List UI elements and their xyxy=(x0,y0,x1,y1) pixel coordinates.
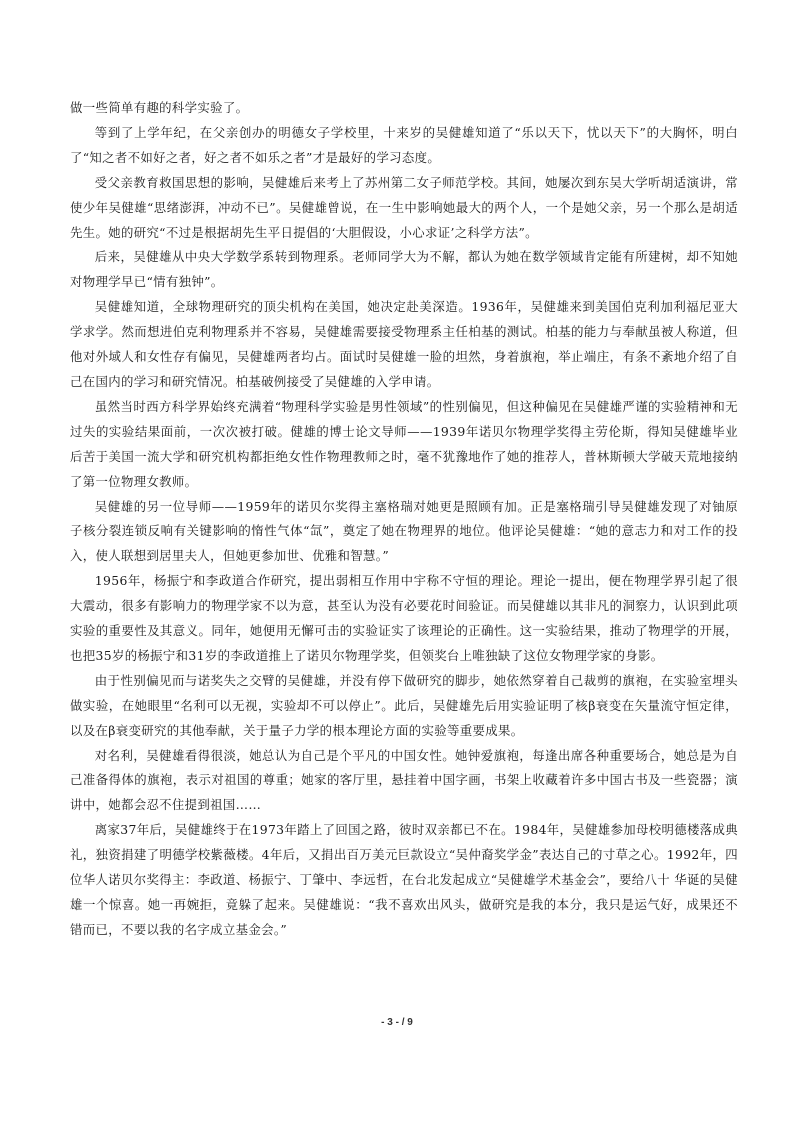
paragraph: 受父亲教育救国思想的影响，吴健雄后来考上了苏州第二女子师范学校。其间，她屡次到东吴大学听胡适演讲，常使少年吴健雄“思绪澎湃，冲动不已”。吴健雄曾说，在一生中影响她最大的两个人，一个是她父亲，另一个那么是胡适先生。她的研究“不过是根据胡先生平日提倡的‘大胆假设，小心求证’之科学方法”。 xyxy=(70,174,738,240)
page-number: - 3 - / 9 xyxy=(381,1017,413,1028)
article-body xyxy=(70,96,738,943)
paragraph-continuation: 做一些简单有趣的科学实验了。 xyxy=(70,100,249,115)
paragraph: 等到了上学年纪，在父亲创办的明德女子学校里，十来岁的吴健雄知道了“乐以天下，忧以天下”的大胸怀，明白了“知之者不如好之者，好之者不如乐之者”才是最好的学习态度。 xyxy=(70,124,738,165)
paragraph: 吴健雄的另一位导师——1959年的诺贝尔奖得主塞格瑞对她更是照顾有加。正是塞格瑞引导吴健雄发现了对铀原子核分裂连锁反响有关键影响的惰性气体“氙”，奠定了她在物理界的地位。他评论吴健雄：“她的意志力和对工作的投入，使人联想到居里夫人，但她更参加世、优雅和智慧。” xyxy=(70,498,738,564)
paragraph: 1956年，杨振宁和李政道合作研究，提出弱相互作用中宇称不守恒的理论。理论一提出，便在物理学界引起了很大震动，很多有影响力的物理学家不以为意，甚至认为没有必要花时间验证。而吴健雄以其非凡的洞察力，认识到此项实验的重要性及其意义。同年，她便用无懈可击的实验证实了该理论的正确性。这一实验结果，推动了物理学的开展，也把35岁的杨振宁和31岁的李政道推上了诺贝尔物理学奖，但领奖台上唯独缺了这位女物理学家的身影。 xyxy=(70,573,738,663)
paragraph: 离家37年后，吴健雄终于在1973年踏上了回国之路，彼时双亲都已不在。1984年，吴健雄参加母校明德楼落成典礼，独资捐建了明德学校紫薇楼。4年后，又捐出百万美元巨款设立“吴仲裔奖学金”表达自己的寸草之心。1992年，四位华人诺贝尔奖得主：李政道、杨振宁、丁肇中、李远哲，在台北发起成立“吴健雄学术基金会”，要给八十 华诞的吴健雄一个惊喜。她一再婉拒，竟躲了起来。吴健雄说：“我不喜欢出风头，做研究是我的本分，我只是运气好，成果还不错而已，不要以我的名字成立基金会。” xyxy=(70,822,738,937)
paragraph: 由于性别偏见而与诺奖失之交臂的吴健雄，并没有停下做研究的脚步，她依然穿着自己裁剪的旗袍，在实验室埋头做实验，在她眼里“名利可以无视，实验却不可以停止”。此后，吴健雄先后用实验证明了核β衰变在矢量流守恒定律，以及在β衰变研究的其他奉献，关于量子力学的根本理论方面的实验等重要成果。 xyxy=(70,672,738,738)
paragraph: 吴健雄知道，全球物理研究的顶尖机构在美国，她决定赴美深造。1936年，吴健雄来到美国伯克利加利福尼亚大学求学。然而想进伯克利物理系并不容易，吴健雄需要接受物理系主任柏基的测试。柏基的能力与奉献虽被人称道，但他对外域人和女性存有偏见，吴健雄两者均占。面试时吴健雄一脸的坦然，身着旗袍，举止端庄，有条不紊地介绍了自己在国内的学习和研究情况。柏基破例接受了吴健雄的入学申请。 xyxy=(70,299,738,389)
paragraph: 虽然当时西方科学界始终充满着“物理科学实验是男性领域”的性别偏见，但这种偏见在吴健雄严谨的实验精神和无过失的实验结果面前，一次次被打破。健雄的博士论文导师——1939年诺贝尔物理学奖得主劳伦斯，得知吴健雄毕业后苦于美国一流大学和研究机构都拒绝女性作物理教师之时，毫不犹豫地作了她的推荐人，普林斯顿大学破天荒地接纳了第一位物理女教师。 xyxy=(70,398,738,489)
paragraph: 后来，吴健雄从中央大学数学系转到物理系。老师同学大为不解，都认为她在数学领域肯定能有所建树，却不知她对物理学早已“情有独钟”。 xyxy=(70,249,738,290)
paragraph: 对名利，吴健雄看得很淡，她总认为自己是个平凡的中国女性。她钟爱旗袍，每逢出席各种重要场合，她总是为自己准备得体的旗袍，表示对祖国的尊重；她家的客厅里，悬挂着中国字画，书架上收藏着许多中国古书及一些瓷器；演讲中，她都会忍不住提到祖国…… xyxy=(70,747,738,813)
